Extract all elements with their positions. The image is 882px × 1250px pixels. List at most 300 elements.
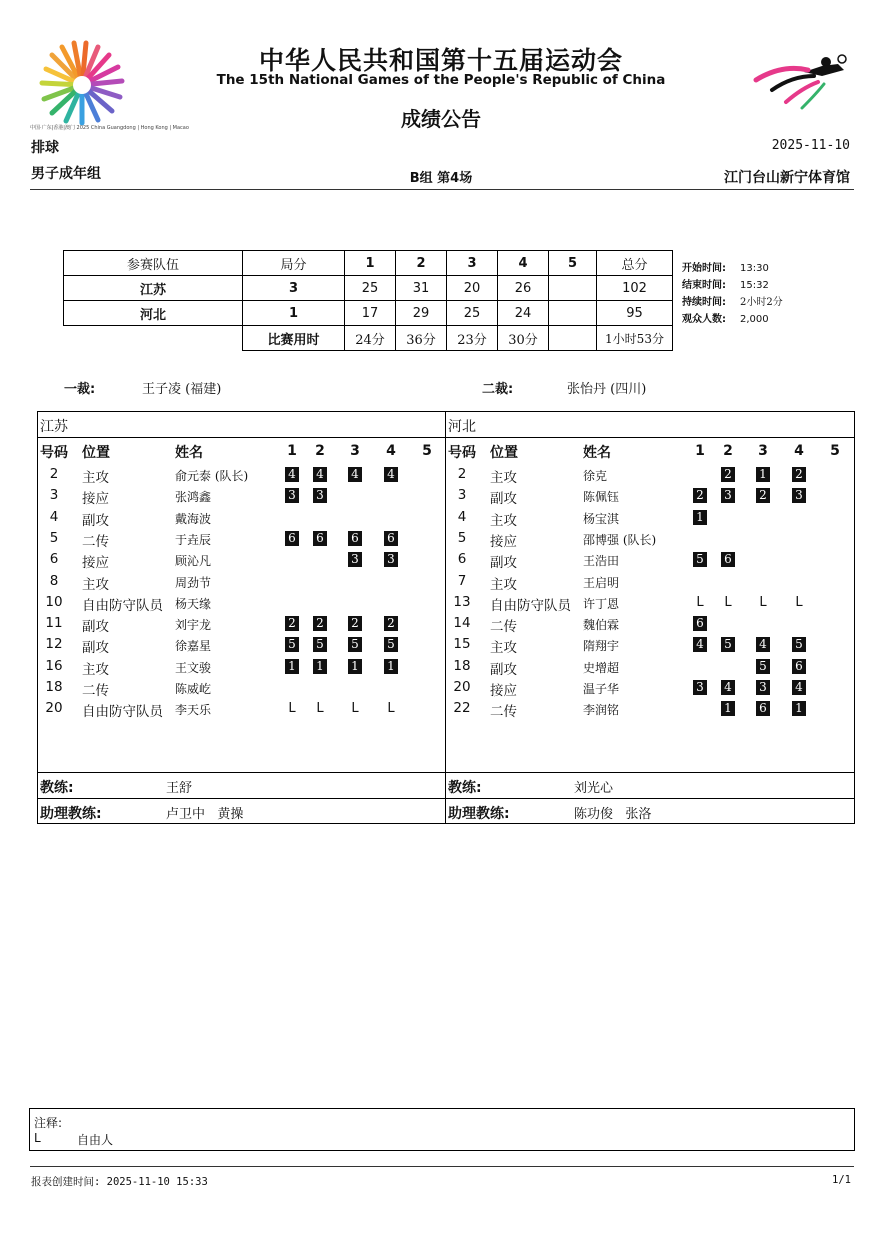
- player-row: [446, 507, 854, 528]
- set-rotation-cell: [312, 637, 328, 653]
- coach-divider: [446, 772, 854, 773]
- player-number: 18: [453, 657, 471, 674]
- rotation-position-badge: 2: [313, 616, 327, 631]
- player-number: 6: [457, 551, 467, 568]
- player-name: 王启明: [583, 575, 620, 590]
- second-referee: 张怡丹 (四川): [567, 382, 647, 397]
- set-rotation-cell: [284, 510, 300, 526]
- set-rotation-cell: [419, 510, 435, 526]
- set-rotation-cell: [284, 680, 300, 696]
- player-name: 周劲节: [175, 575, 212, 590]
- set-rotation-cell: [284, 531, 300, 547]
- set-rotation-cell: [720, 595, 736, 611]
- roster-team-name: 河北: [448, 419, 476, 435]
- set-rotation-cell: [720, 637, 736, 653]
- player-row: [446, 677, 854, 698]
- player-position: 接应: [490, 683, 517, 699]
- player-name: 魏伯霖: [583, 618, 620, 633]
- score-total: 95: [597, 301, 673, 326]
- player-name: 杨天缘: [175, 596, 212, 611]
- player-name: 温子华: [583, 682, 620, 696]
- player-number: 14: [453, 615, 471, 632]
- player-name: 张鸿鑫: [175, 490, 212, 505]
- set-rotation-cell: [791, 488, 807, 504]
- player-row: [38, 464, 445, 485]
- header-set-2: 2: [315, 443, 325, 459]
- player-position: 主攻: [490, 470, 517, 486]
- header-set-4: 4: [386, 443, 396, 459]
- roster-divider: [38, 437, 445, 438]
- header-set-3: 3: [350, 443, 360, 459]
- libero-mark: L: [724, 594, 732, 610]
- set-rotation-cell: [692, 510, 708, 526]
- player-name: 陈佩钰: [583, 490, 620, 505]
- player-name: 徐嘉星: [175, 639, 212, 654]
- set-rotation-cell: [312, 552, 328, 568]
- score-set-value: 31: [396, 276, 447, 301]
- set-rotation-cell: [720, 552, 736, 568]
- rotation-position-badge: 6: [285, 531, 299, 546]
- set-rotation-cell: [284, 595, 300, 611]
- player-name: 王浩田: [583, 554, 620, 569]
- player-number: 20: [45, 700, 63, 717]
- set-rotation-cell: [720, 531, 736, 547]
- assistant-divider: [446, 798, 854, 799]
- player-row: [38, 549, 445, 570]
- set-rotation-cell: [419, 595, 435, 611]
- duration-value: 24分: [345, 326, 396, 351]
- player-row: [38, 528, 445, 549]
- set-rotation-cell: [347, 510, 363, 526]
- set-rotation-cell: [692, 488, 708, 504]
- score-header-set5: 5: [549, 251, 597, 276]
- player-row: [38, 613, 445, 634]
- attendance: 观众人数: 2,000: [682, 314, 769, 325]
- rotation-position-badge: 1: [313, 659, 327, 674]
- rotation-position-badge: 5: [285, 637, 299, 652]
- player-number: 7: [457, 572, 467, 589]
- player-name: 李天乐: [175, 703, 212, 718]
- rotation-position-badge: 2: [721, 467, 735, 482]
- header-set-1: 1: [695, 443, 705, 459]
- set-rotation-cell: [755, 637, 771, 653]
- player-name: 杨宝淇: [583, 511, 620, 526]
- set-rotation-cell: [383, 552, 399, 568]
- player-number: 5: [457, 529, 467, 546]
- rotation-position-badge: 5: [792, 637, 806, 652]
- rotation-position-badge: 1: [792, 701, 806, 716]
- set-rotation-cell: [419, 574, 435, 590]
- duration-label: 比赛用时: [243, 326, 345, 351]
- player-position: 自由防守队员: [490, 597, 571, 614]
- rotation-position-badge: 5: [384, 637, 398, 652]
- set-rotation-cell: [284, 467, 300, 483]
- set-rotation-cell: [720, 616, 736, 632]
- set-rotation-cell: [692, 574, 708, 590]
- set-rotation-cell: [720, 659, 736, 675]
- header-position: 位置: [490, 445, 518, 461]
- set-rotation-cell: [312, 531, 328, 547]
- player-position: 主攻: [82, 576, 109, 593]
- set-rotation-cell: [827, 552, 843, 568]
- rotation-position-badge: 6: [756, 701, 770, 716]
- player-row: [446, 698, 854, 719]
- score-set-value: 20: [447, 276, 498, 301]
- set-rotation-cell: [827, 616, 843, 632]
- score-sets-won: 3: [243, 276, 345, 301]
- player-position: 主攻: [82, 470, 109, 486]
- set-rotation-cell: [284, 616, 300, 632]
- set-rotation-cell: [755, 659, 771, 675]
- notes-box: [29, 1108, 855, 1151]
- duration-value: 30分: [498, 326, 549, 351]
- coach-label: 教练:: [40, 780, 74, 796]
- notes-key: L: [34, 1131, 41, 1145]
- rotation-position-badge: 3: [721, 488, 735, 503]
- set-rotation-cell: [827, 701, 843, 717]
- notes-title: 注释:: [34, 1116, 63, 1130]
- set-rotation-cell: [312, 659, 328, 675]
- player-number: 2: [49, 466, 59, 482]
- header-number: 号码: [448, 445, 476, 461]
- set-rotation-cell: [791, 531, 807, 547]
- player-position: 接应: [82, 491, 109, 508]
- score-set-value: [549, 276, 597, 301]
- score-set-value: 17: [345, 301, 396, 326]
- score-header-set1: 1: [345, 251, 396, 276]
- first-referee: 王子凌 (福建): [142, 382, 222, 397]
- player-row: [446, 464, 854, 485]
- set-rotation-cell: [720, 701, 736, 717]
- player-number: 3: [457, 487, 467, 504]
- player-position: 接应: [82, 555, 109, 572]
- announcement-heading: 成绩公告: [401, 107, 481, 131]
- roster-team-name: 江苏: [40, 419, 68, 435]
- score-set-value: 25: [345, 276, 396, 301]
- rotation-position-badge: 4: [721, 680, 735, 695]
- roster-panel-team2: [446, 411, 855, 824]
- rotation-position-badge: 4: [792, 680, 806, 695]
- coach-divider: [38, 772, 445, 773]
- libero-mark: L: [316, 701, 324, 717]
- player-position: 副攻: [82, 512, 109, 529]
- player-position: 副攻: [82, 640, 109, 657]
- set-rotation-cell: [827, 531, 843, 547]
- player-row: [446, 485, 854, 506]
- end-time: 结束时间: 15:32: [682, 280, 769, 291]
- rotation-position-badge: 1: [721, 701, 735, 716]
- set-rotation-cell: [692, 701, 708, 717]
- set-rotation-cell: [755, 701, 771, 717]
- player-row: [38, 634, 445, 655]
- set-rotation-cell: [284, 488, 300, 504]
- rotation-position-badge: 3: [792, 488, 806, 503]
- set-rotation-cell: [312, 488, 328, 504]
- libero-mark: L: [696, 594, 704, 610]
- header-position: 位置: [82, 445, 110, 461]
- set-rotation-cell: [827, 467, 843, 483]
- set-rotation-cell: [791, 595, 807, 611]
- set-rotation-cell: [720, 488, 736, 504]
- set-rotation-cell: [692, 659, 708, 675]
- rotation-position-badge: 2: [384, 616, 398, 631]
- player-position: 主攻: [490, 640, 517, 657]
- rotation-position-badge: 2: [348, 616, 362, 631]
- score-header-set4: 4: [498, 251, 549, 276]
- set-rotation-cell: [347, 637, 363, 653]
- player-name: 俞元泰 (队长): [175, 469, 249, 483]
- volleyball-pictogram-icon: [752, 50, 852, 112]
- player-number: 6: [49, 551, 59, 568]
- set-rotation-cell: [312, 467, 328, 483]
- set-rotation-cell: [720, 510, 736, 526]
- duration-value: 36分: [396, 326, 447, 351]
- set-rotation-cell: [419, 488, 435, 504]
- set-rotation-cell: [755, 531, 771, 547]
- rotation-position-badge: 1: [693, 510, 707, 525]
- player-number: 3: [49, 487, 59, 504]
- set-rotation-cell: [284, 659, 300, 675]
- player-name: 徐克: [583, 469, 608, 483]
- player-number: 16: [45, 657, 63, 674]
- player-row: [446, 592, 854, 613]
- player-name: 戴海波: [175, 511, 212, 526]
- set-rotation-cell: [419, 659, 435, 675]
- player-row: [446, 656, 854, 677]
- set-rotation-cell: [692, 467, 708, 483]
- match-date: 2025-11-10: [771, 138, 850, 153]
- rotation-position-badge: 6: [792, 659, 806, 674]
- score-set-value: 25: [447, 301, 498, 326]
- set-rotation-cell: [791, 659, 807, 675]
- set-rotation-cell: [755, 467, 771, 483]
- rotation-position-badge: 3: [313, 488, 327, 503]
- score-header-row: [64, 251, 673, 276]
- header-divider: [30, 189, 854, 190]
- rotation-position-badge: 5: [348, 637, 362, 652]
- rotation-position-badge: 6: [348, 531, 362, 546]
- duration-value: 23分: [447, 326, 498, 351]
- rotation-position-badge: 5: [721, 637, 735, 652]
- set-rotation-cell: [827, 510, 843, 526]
- player-position: 副攻: [490, 661, 517, 678]
- score-header-set3: 3: [447, 251, 498, 276]
- player-position: 副攻: [82, 619, 109, 636]
- rotation-position-badge: 5: [693, 552, 707, 567]
- set-rotation-cell: [791, 637, 807, 653]
- coach-name: 刘光心: [574, 781, 614, 796]
- set-rotation-cell: [347, 531, 363, 547]
- second-referee-label: 二裁:: [482, 382, 514, 397]
- set-rotation-cell: [755, 510, 771, 526]
- set-rotation-cell: [692, 616, 708, 632]
- set-rotation-cell: [284, 701, 300, 717]
- player-row: [38, 571, 445, 592]
- player-row: [38, 592, 445, 613]
- player-number: 5: [49, 529, 59, 546]
- score-header-sets: 局分: [243, 251, 345, 276]
- libero-mark: L: [759, 594, 767, 610]
- start-time: 开始时间: 13:30: [682, 263, 769, 274]
- header-set-3: 3: [758, 443, 768, 459]
- set-rotation-cell: [284, 574, 300, 590]
- set-rotation-cell: [827, 574, 843, 590]
- rotation-position-badge: 3: [756, 680, 770, 695]
- player-position: 副攻: [490, 555, 517, 572]
- set-rotation-cell: [383, 616, 399, 632]
- set-rotation-cell: [347, 701, 363, 717]
- player-number: 8: [49, 572, 59, 589]
- page-subtitle: The 15th National Games of the People's Republic of China: [216, 72, 666, 88]
- player-name: 邵博强 (队长): [583, 532, 657, 547]
- set-rotation-cell: [692, 680, 708, 696]
- rotation-position-badge: 2: [756, 488, 770, 503]
- score-set-value: 26: [498, 276, 549, 301]
- header-set-4: 4: [794, 443, 804, 459]
- set-rotation-cell: [827, 680, 843, 696]
- player-name: 于垚辰: [175, 532, 212, 547]
- set-rotation-cell: [347, 680, 363, 696]
- set-rotation-cell: [419, 531, 435, 547]
- player-row: [38, 507, 445, 528]
- set-rotation-cell: [284, 552, 300, 568]
- rotation-position-badge: 5: [756, 659, 770, 674]
- libero-mark: L: [795, 594, 803, 610]
- score-table: [63, 250, 673, 351]
- player-name: 李润铭: [583, 703, 620, 718]
- page-title: 中华人民共和国第十五届运动会: [258, 46, 623, 75]
- set-rotation-cell: [284, 637, 300, 653]
- set-rotation-cell: [419, 637, 435, 653]
- rotation-position-badge: 4: [348, 467, 362, 482]
- duration-row: [64, 326, 673, 351]
- assistant-coach-label: 助理教练:: [40, 806, 102, 822]
- rotation-position-badge: 4: [384, 467, 398, 482]
- player-number: 12: [45, 636, 63, 653]
- header-set-2: 2: [723, 443, 733, 459]
- score-header-team: 参赛队伍: [64, 251, 243, 276]
- rotation-position-badge: 2: [792, 467, 806, 482]
- score-set-value: 29: [396, 301, 447, 326]
- roster-divider: [446, 437, 854, 438]
- set-rotation-cell: [419, 467, 435, 483]
- player-name: 王文骏: [175, 660, 212, 675]
- score-row-team1: [64, 276, 673, 301]
- category-label: 男子成年组: [31, 166, 101, 182]
- set-rotation-cell: [312, 680, 328, 696]
- set-rotation-cell: [312, 701, 328, 717]
- set-rotation-cell: [755, 574, 771, 590]
- set-rotation-cell: [383, 659, 399, 675]
- player-number: 22: [453, 700, 471, 717]
- rotation-position-badge: 1: [384, 659, 398, 674]
- set-rotation-cell: [755, 552, 771, 568]
- player-row: [446, 613, 854, 634]
- elapsed-time: 持续时间: 2小时2分: [682, 297, 783, 308]
- page-number: 1/1: [832, 1174, 851, 1186]
- rotation-position-badge: 3: [348, 552, 362, 567]
- player-name: 隋翔宇: [583, 639, 620, 654]
- player-position: 主攻: [82, 661, 109, 678]
- roster-panel-team1: [37, 411, 446, 824]
- total-duration: 1小时53分: [597, 326, 673, 351]
- rotation-position-badge: 1: [285, 659, 299, 674]
- set-rotation-cell: [383, 574, 399, 590]
- rotation-position-badge: 3: [384, 552, 398, 567]
- set-rotation-cell: [347, 574, 363, 590]
- header-name: 姓名: [583, 445, 611, 461]
- set-rotation-cell: [827, 659, 843, 675]
- player-number: 18: [45, 679, 63, 695]
- player-number: 10: [45, 593, 63, 610]
- first-referee-label: 一裁:: [64, 382, 96, 397]
- set-rotation-cell: [791, 552, 807, 568]
- rotation-position-badge: 4: [285, 467, 299, 482]
- assistant-divider: [38, 798, 445, 799]
- rotation-position-badge: 5: [313, 637, 327, 652]
- libero-mark: L: [288, 701, 296, 717]
- player-name: 刘宇龙: [175, 618, 212, 633]
- player-row: [38, 698, 445, 719]
- report-created: 报表创建时间: 2025-11-10 15:33: [31, 1176, 208, 1188]
- rotation-position-badge: 1: [348, 659, 362, 674]
- set-rotation-cell: [419, 616, 435, 632]
- score-header-total: 总分: [597, 251, 673, 276]
- player-position: 接应: [490, 533, 517, 550]
- player-row: [38, 656, 445, 677]
- rotation-position-badge: 6: [721, 552, 735, 567]
- set-rotation-cell: [383, 680, 399, 696]
- libero-mark: L: [387, 701, 395, 717]
- set-rotation-cell: [347, 659, 363, 675]
- sport-label: 排球: [31, 140, 59, 156]
- notes-value: 自由人: [77, 1133, 114, 1147]
- header-number: 号码: [40, 445, 68, 461]
- set-rotation-cell: [312, 595, 328, 611]
- rotation-position-badge: 1: [756, 467, 770, 482]
- player-position: 自由防守队员: [82, 597, 163, 614]
- score-sets-won: 1: [243, 301, 345, 326]
- set-rotation-cell: [383, 595, 399, 611]
- set-rotation-cell: [692, 637, 708, 653]
- set-rotation-cell: [755, 488, 771, 504]
- rotation-position-badge: 6: [384, 531, 398, 546]
- player-position: 二传: [490, 619, 517, 636]
- player-position: 二传: [82, 683, 109, 699]
- logo-caption: 中国·广东|香港|澳门 2025 China Guangdong | Hong Kong | Macao: [30, 125, 189, 131]
- rotation-position-badge: 4: [313, 467, 327, 482]
- footer-divider: [30, 1166, 854, 1167]
- score-set-value: 24: [498, 301, 549, 326]
- set-rotation-cell: [383, 531, 399, 547]
- player-number: 11: [45, 615, 63, 632]
- player-row: [446, 528, 854, 549]
- player-number: 2: [457, 466, 467, 482]
- set-rotation-cell: [383, 701, 399, 717]
- libero-mark: L: [351, 701, 359, 717]
- set-rotation-cell: [347, 467, 363, 483]
- set-rotation-cell: [312, 616, 328, 632]
- set-rotation-cell: [692, 552, 708, 568]
- set-rotation-cell: [720, 680, 736, 696]
- set-rotation-cell: [347, 616, 363, 632]
- score-team-name: 江苏: [64, 276, 243, 301]
- set-rotation-cell: [791, 467, 807, 483]
- score-header-set2: 2: [396, 251, 447, 276]
- set-rotation-cell: [755, 595, 771, 611]
- header-set-1: 1: [287, 443, 297, 459]
- set-rotation-cell: [791, 680, 807, 696]
